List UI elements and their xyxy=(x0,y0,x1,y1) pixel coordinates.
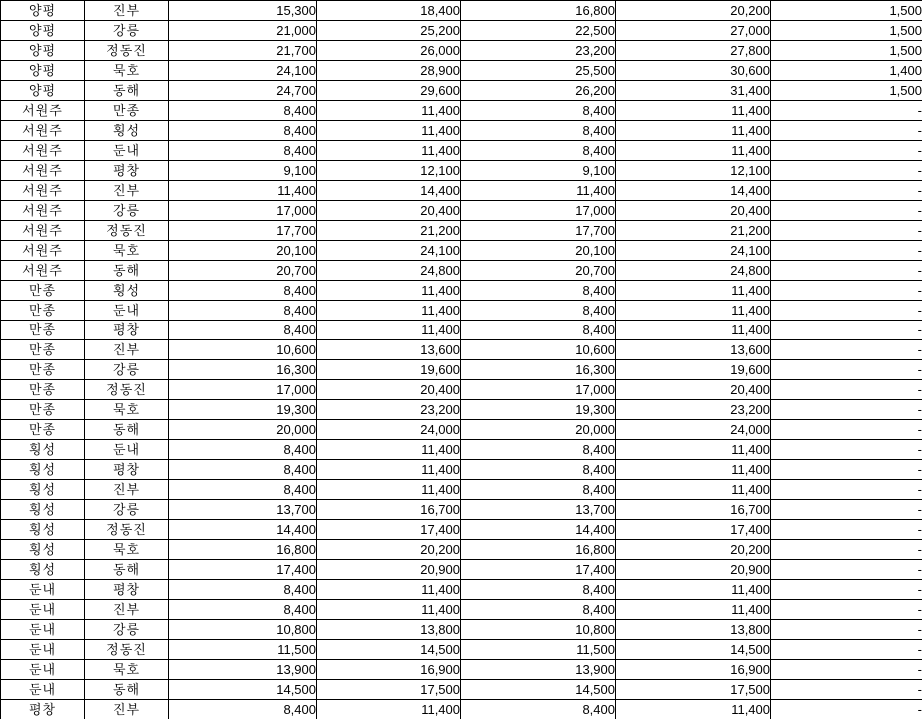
fare-orange-2-cell[interactable]: 16,700 xyxy=(616,500,771,520)
fare-orange-1-cell[interactable]: 17,700 xyxy=(461,220,616,240)
table-row xyxy=(1,160,922,180)
extra-fare-cell[interactable]: 1,500 xyxy=(771,20,922,40)
fare-orange-1-cell[interactable]: 19,300 xyxy=(461,400,616,420)
table-row xyxy=(1,460,922,480)
extra-fare-cell[interactable]: - xyxy=(771,600,922,620)
origin-station-cell[interactable]: 서원주 xyxy=(1,160,85,180)
destination-station-cell[interactable]: 동해 xyxy=(85,80,169,100)
destination-station-cell[interactable]: 진부 xyxy=(85,1,169,21)
fare-green-2-cell[interactable]: 20,900 xyxy=(317,560,461,580)
fare-green-1-cell[interactable]: 8,400 xyxy=(169,280,317,300)
fare-green-2-cell[interactable]: 20,200 xyxy=(317,540,461,560)
extra-fare-cell[interactable]: - xyxy=(771,640,922,660)
fare-orange-2-cell[interactable]: 11,400 xyxy=(616,280,771,300)
table-row xyxy=(1,560,922,580)
fare-green-1-cell[interactable]: 21,700 xyxy=(169,40,317,60)
fare-green-2-cell[interactable]: 11,400 xyxy=(317,140,461,160)
fare-green-2-cell[interactable]: 25,200 xyxy=(317,20,461,40)
fare-orange-1-cell[interactable]: 8,400 xyxy=(461,320,616,340)
table-row xyxy=(1,320,922,340)
fare-orange-1-cell[interactable]: 13,900 xyxy=(461,659,616,679)
fare-orange-2-cell[interactable]: 13,800 xyxy=(616,620,771,640)
origin-station-cell[interactable]: 횡성 xyxy=(1,460,85,480)
table-row xyxy=(1,580,922,600)
fare-orange-2-cell[interactable]: 27,000 xyxy=(616,20,771,40)
fare-orange-2-cell[interactable]: 24,100 xyxy=(616,240,771,260)
fare-orange-2-cell[interactable]: 11,400 xyxy=(616,600,771,620)
extra-fare-cell[interactable]: 1,500 xyxy=(771,80,922,100)
fare-orange-1-cell[interactable]: 14,400 xyxy=(461,520,616,540)
fare-green-2-cell[interactable]: 11,400 xyxy=(317,100,461,120)
extra-fare-cell[interactable]: - xyxy=(771,460,922,480)
fare-green-2-cell[interactable]: 11,400 xyxy=(317,300,461,320)
origin-station-cell[interactable]: 서원주 xyxy=(1,100,85,120)
fare-orange-1-cell[interactable]: 14,500 xyxy=(461,679,616,699)
fare-orange-1-cell[interactable]: 8,400 xyxy=(461,120,616,140)
extra-fare-cell[interactable]: - xyxy=(771,420,922,440)
fare-orange-1-cell[interactable]: 8,400 xyxy=(461,699,616,719)
fare-green-2-cell[interactable]: 13,600 xyxy=(317,340,461,360)
fare-green-1-cell[interactable]: 8,400 xyxy=(169,320,317,340)
fare-orange-2-cell[interactable]: 21,200 xyxy=(616,220,771,240)
fare-green-2-cell[interactable]: 29,600 xyxy=(317,80,461,100)
fare-orange-2-cell[interactable]: 11,400 xyxy=(616,480,771,500)
fare-orange-2-cell[interactable]: 20,200 xyxy=(616,1,771,21)
fare-orange-2-cell[interactable]: 19,600 xyxy=(616,360,771,380)
fare-green-1-cell[interactable]: 8,400 xyxy=(169,580,317,600)
fare-green-2-cell[interactable]: 17,400 xyxy=(317,520,461,540)
origin-station-cell[interactable]: 양평 xyxy=(1,1,85,21)
table-row xyxy=(1,180,922,200)
origin-station-cell[interactable]: 둔내 xyxy=(1,620,85,640)
fare-green-1-cell[interactable]: 8,400 xyxy=(169,600,317,620)
fare-green-2-cell[interactable]: 17,500 xyxy=(317,679,461,699)
fare-table-body xyxy=(1,1,922,719)
destination-station-cell[interactable]: 평창 xyxy=(85,460,169,480)
extra-fare-cell[interactable]: - xyxy=(771,280,922,300)
extra-fare-cell[interactable]: - xyxy=(771,200,922,220)
origin-station-cell[interactable]: 만종 xyxy=(1,420,85,440)
fare-orange-2-cell[interactable]: 23,200 xyxy=(616,400,771,420)
fare-green-2-cell[interactable]: 11,400 xyxy=(317,320,461,340)
fare-green-1-cell[interactable]: 8,400 xyxy=(169,120,317,140)
destination-station-cell[interactable]: 강릉 xyxy=(85,20,169,40)
fare-green-2-cell[interactable]: 16,900 xyxy=(317,659,461,679)
fare-orange-2-cell[interactable]: 11,400 xyxy=(616,300,771,320)
fare-orange-2-cell[interactable]: 12,100 xyxy=(616,160,771,180)
fare-green-2-cell[interactable]: 14,500 xyxy=(317,640,461,660)
extra-fare-cell[interactable]: 1,500 xyxy=(771,1,922,21)
fare-green-1-cell[interactable]: 8,400 xyxy=(169,140,317,160)
extra-fare-cell[interactable]: - xyxy=(771,560,922,580)
table-row xyxy=(1,600,922,620)
fare-green-2-cell[interactable]: 24,800 xyxy=(317,260,461,280)
table-row xyxy=(1,420,922,440)
fare-green-2-cell[interactable]: 12,100 xyxy=(317,160,461,180)
fare-green-2-cell[interactable]: 24,000 xyxy=(317,420,461,440)
destination-station-cell[interactable]: 둔내 xyxy=(85,300,169,320)
fare-green-1-cell[interactable]: 8,400 xyxy=(169,100,317,120)
table-row xyxy=(1,120,922,140)
fare-orange-2-cell[interactable]: 14,500 xyxy=(616,640,771,660)
fare-orange-1-cell[interactable]: 10,800 xyxy=(461,620,616,640)
fare-green-2-cell[interactable]: 11,400 xyxy=(317,120,461,140)
origin-station-cell[interactable]: 둔내 xyxy=(1,659,85,679)
table-row xyxy=(1,380,922,400)
extra-fare-cell[interactable]: - xyxy=(771,500,922,520)
fare-green-1-cell[interactable]: 21,000 xyxy=(169,20,317,40)
fare-green-1-cell[interactable]: 16,300 xyxy=(169,360,317,380)
table-row xyxy=(1,620,922,640)
fare-green-1-cell[interactable]: 8,400 xyxy=(169,440,317,460)
origin-station-cell[interactable]: 서원주 xyxy=(1,240,85,260)
fare-green-1-cell[interactable]: 8,400 xyxy=(169,699,317,719)
table-row xyxy=(1,100,922,120)
origin-station-cell[interactable]: 서원주 xyxy=(1,260,85,280)
extra-fare-cell[interactable]: - xyxy=(771,440,922,460)
fare-green-2-cell[interactable]: 23,200 xyxy=(317,400,461,420)
table-row xyxy=(1,679,922,699)
fare-green-1-cell[interactable]: 20,000 xyxy=(169,420,317,440)
table-row xyxy=(1,400,922,420)
extra-fare-cell[interactable]: 1,500 xyxy=(771,40,922,60)
fare-orange-1-cell[interactable]: 8,400 xyxy=(461,300,616,320)
fare-orange-1-cell[interactable]: 16,800 xyxy=(461,540,616,560)
destination-station-cell[interactable]: 강릉 xyxy=(85,500,169,520)
fare-orange-1-cell[interactable]: 22,500 xyxy=(461,20,616,40)
table-row xyxy=(1,340,922,360)
fare-orange-1-cell[interactable]: 8,400 xyxy=(461,460,616,480)
table-row xyxy=(1,520,922,540)
fare-orange-2-cell[interactable]: 31,400 xyxy=(616,80,771,100)
extra-fare-cell[interactable]: - xyxy=(771,140,922,160)
extra-fare-cell[interactable]: - xyxy=(771,300,922,320)
fare-orange-2-cell[interactable]: 17,500 xyxy=(616,679,771,699)
table-row xyxy=(1,20,922,40)
destination-station-cell[interactable]: 평창 xyxy=(85,580,169,600)
table-row xyxy=(1,80,922,100)
destination-station-cell[interactable]: 진부 xyxy=(85,699,169,719)
table-row xyxy=(1,500,922,520)
origin-station-cell[interactable]: 양평 xyxy=(1,20,85,40)
destination-station-cell[interactable]: 진부 xyxy=(85,340,169,360)
origin-station-cell[interactable]: 둔내 xyxy=(1,600,85,620)
origin-station-cell[interactable]: 만종 xyxy=(1,340,85,360)
fare-orange-2-cell[interactable]: 11,400 xyxy=(616,320,771,340)
destination-station-cell[interactable]: 묵호 xyxy=(85,400,169,420)
fare-green-1-cell[interactable]: 17,000 xyxy=(169,380,317,400)
extra-fare-cell[interactable]: - xyxy=(771,160,922,180)
destination-station-cell[interactable]: 진부 xyxy=(85,180,169,200)
fare-orange-1-cell[interactable]: 23,200 xyxy=(461,40,616,60)
table-row xyxy=(1,1,922,21)
destination-station-cell[interactable]: 진부 xyxy=(85,480,169,500)
fare-orange-1-cell[interactable]: 26,200 xyxy=(461,80,616,100)
fare-green-1-cell[interactable]: 9,100 xyxy=(169,160,317,180)
table-row xyxy=(1,140,922,160)
fare-orange-1-cell[interactable]: 17,400 xyxy=(461,560,616,580)
fare-orange-1-cell[interactable]: 25,500 xyxy=(461,60,616,80)
fare-orange-2-cell[interactable]: 17,400 xyxy=(616,520,771,540)
fare-orange-1-cell[interactable]: 16,800 xyxy=(461,1,616,21)
fare-orange-2-cell[interactable]: 11,400 xyxy=(616,699,771,719)
fare-orange-2-cell[interactable]: 14,400 xyxy=(616,180,771,200)
origin-station-cell[interactable]: 서원주 xyxy=(1,120,85,140)
destination-station-cell[interactable]: 동해 xyxy=(85,260,169,280)
fare-orange-2-cell[interactable]: 11,400 xyxy=(616,100,771,120)
extra-fare-cell[interactable]: 1,400 xyxy=(771,60,922,80)
fare-green-1-cell[interactable]: 8,400 xyxy=(169,300,317,320)
destination-station-cell[interactable]: 둔내 xyxy=(85,440,169,460)
destination-station-cell[interactable]: 평창 xyxy=(85,160,169,180)
destination-station-cell[interactable]: 묵호 xyxy=(85,659,169,679)
table-row xyxy=(1,220,922,240)
fare-orange-1-cell[interactable]: 8,400 xyxy=(461,480,616,500)
fare-orange-1-cell[interactable]: 20,700 xyxy=(461,260,616,280)
fare-orange-1-cell[interactable]: 8,400 xyxy=(461,100,616,120)
fare-green-1-cell[interactable]: 17,000 xyxy=(169,200,317,220)
fare-green-2-cell[interactable]: 19,600 xyxy=(317,360,461,380)
fare-orange-2-cell[interactable]: 16,900 xyxy=(616,659,771,679)
fare-orange-2-cell[interactable]: 11,400 xyxy=(616,140,771,160)
table-row xyxy=(1,360,922,380)
table-row xyxy=(1,699,922,719)
fare-orange-2-cell[interactable]: 11,400 xyxy=(616,460,771,480)
fare-orange-2-cell[interactable]: 11,400 xyxy=(616,440,771,460)
fare-orange-2-cell[interactable]: 30,600 xyxy=(616,60,771,80)
destination-station-cell[interactable]: 진부 xyxy=(85,600,169,620)
fare-green-2-cell[interactable]: 20,400 xyxy=(317,200,461,220)
origin-station-cell[interactable]: 횡성 xyxy=(1,540,85,560)
fare-green-1-cell[interactable]: 24,700 xyxy=(169,80,317,100)
origin-station-cell[interactable]: 횡성 xyxy=(1,500,85,520)
table-row xyxy=(1,440,922,460)
destination-station-cell[interactable]: 동해 xyxy=(85,679,169,699)
fare-orange-2-cell[interactable]: 11,400 xyxy=(616,580,771,600)
origin-station-cell[interactable]: 둔내 xyxy=(1,580,85,600)
fare-orange-1-cell[interactable]: 17,000 xyxy=(461,200,616,220)
fare-orange-2-cell[interactable]: 27,800 xyxy=(616,40,771,60)
fare-green-1-cell[interactable]: 19,300 xyxy=(169,400,317,420)
destination-station-cell[interactable]: 정동진 xyxy=(85,40,169,60)
origin-station-cell[interactable]: 만종 xyxy=(1,280,85,300)
extra-fare-cell[interactable]: - xyxy=(771,400,922,420)
fare-green-1-cell[interactable]: 15,300 xyxy=(169,1,317,21)
fare-orange-2-cell[interactable]: 24,800 xyxy=(616,260,771,280)
fare-green-1-cell[interactable]: 17,700 xyxy=(169,220,317,240)
extra-fare-cell[interactable]: - xyxy=(771,380,922,400)
fare-orange-1-cell[interactable]: 8,400 xyxy=(461,140,616,160)
destination-station-cell[interactable]: 정동진 xyxy=(85,380,169,400)
destination-station-cell[interactable]: 묵호 xyxy=(85,540,169,560)
destination-station-cell[interactable]: 동해 xyxy=(85,560,169,580)
destination-station-cell[interactable]: 강릉 xyxy=(85,620,169,640)
fare-green-2-cell[interactable]: 20,400 xyxy=(317,380,461,400)
destination-station-cell[interactable]: 횡성 xyxy=(85,120,169,140)
fare-orange-2-cell[interactable]: 20,200 xyxy=(616,540,771,560)
fare-green-1-cell[interactable]: 16,800 xyxy=(169,540,317,560)
fare-green-2-cell[interactable]: 26,000 xyxy=(317,40,461,60)
origin-station-cell[interactable]: 둔내 xyxy=(1,640,85,660)
origin-station-cell[interactable]: 만종 xyxy=(1,320,85,340)
fare-orange-2-cell[interactable]: 20,400 xyxy=(616,200,771,220)
origin-station-cell[interactable]: 만종 xyxy=(1,300,85,320)
origin-station-cell[interactable]: 횡성 xyxy=(1,560,85,580)
origin-station-cell[interactable]: 서원주 xyxy=(1,180,85,200)
extra-fare-cell[interactable]: - xyxy=(771,220,922,240)
fare-orange-2-cell[interactable]: 20,900 xyxy=(616,560,771,580)
origin-station-cell[interactable]: 평창 xyxy=(1,699,85,719)
destination-station-cell[interactable]: 강릉 xyxy=(85,360,169,380)
table-row xyxy=(1,60,922,80)
fare-orange-1-cell[interactable]: 8,400 xyxy=(461,280,616,300)
extra-fare-cell[interactable]: - xyxy=(771,240,922,260)
extra-fare-cell[interactable]: - xyxy=(771,540,922,560)
destination-station-cell[interactable]: 동해 xyxy=(85,420,169,440)
table-row xyxy=(1,480,922,500)
origin-station-cell[interactable]: 서원주 xyxy=(1,140,85,160)
fare-green-1-cell[interactable]: 24,100 xyxy=(169,60,317,80)
destination-station-cell[interactable]: 묵호 xyxy=(85,240,169,260)
destination-station-cell[interactable]: 평창 xyxy=(85,320,169,340)
fare-orange-1-cell[interactable]: 11,500 xyxy=(461,640,616,660)
fare-green-1-cell[interactable]: 20,100 xyxy=(169,240,317,260)
destination-station-cell[interactable]: 만종 xyxy=(85,100,169,120)
fare-orange-1-cell[interactable]: 9,100 xyxy=(461,160,616,180)
extra-fare-cell[interactable]: - xyxy=(771,659,922,679)
origin-station-cell[interactable]: 횡성 xyxy=(1,520,85,540)
table-row xyxy=(1,280,922,300)
table-row xyxy=(1,240,922,260)
fare-green-2-cell[interactable]: 13,800 xyxy=(317,620,461,640)
table-row xyxy=(1,40,922,60)
fare-green-2-cell[interactable]: 14,400 xyxy=(317,180,461,200)
destination-station-cell[interactable]: 정동진 xyxy=(85,520,169,540)
fare-green-1-cell[interactable]: 13,700 xyxy=(169,500,317,520)
origin-station-cell[interactable]: 만종 xyxy=(1,380,85,400)
fare-green-2-cell[interactable]: 11,400 xyxy=(317,600,461,620)
fare-green-1-cell[interactable]: 20,700 xyxy=(169,260,317,280)
fare-green-1-cell[interactable]: 10,800 xyxy=(169,620,317,640)
fare-green-2-cell[interactable]: 21,200 xyxy=(317,220,461,240)
table-row xyxy=(1,200,922,220)
extra-fare-cell[interactable]: - xyxy=(771,320,922,340)
fare-orange-1-cell[interactable]: 17,000 xyxy=(461,380,616,400)
fare-green-1-cell[interactable]: 8,400 xyxy=(169,460,317,480)
fare-orange-1-cell[interactable]: 10,600 xyxy=(461,340,616,360)
extra-fare-cell[interactable]: - xyxy=(771,360,922,380)
origin-station-cell[interactable]: 횡성 xyxy=(1,440,85,460)
fare-green-2-cell[interactable]: 11,400 xyxy=(317,480,461,500)
fare-green-1-cell[interactable]: 14,500 xyxy=(169,679,317,699)
extra-fare-cell[interactable]: - xyxy=(771,100,922,120)
origin-station-cell[interactable]: 서원주 xyxy=(1,200,85,220)
extra-fare-cell[interactable]: - xyxy=(771,180,922,200)
fare-green-1-cell[interactable]: 17,400 xyxy=(169,560,317,580)
fare-orange-1-cell[interactable]: 8,400 xyxy=(461,580,616,600)
fare-orange-2-cell[interactable]: 24,000 xyxy=(616,420,771,440)
fare-green-2-cell[interactable]: 24,100 xyxy=(317,240,461,260)
destination-station-cell[interactable]: 정동진 xyxy=(85,220,169,240)
extra-fare-cell[interactable]: - xyxy=(771,620,922,640)
destination-station-cell[interactable]: 정동진 xyxy=(85,640,169,660)
table-row xyxy=(1,260,922,280)
origin-station-cell[interactable]: 만종 xyxy=(1,360,85,380)
fare-orange-1-cell[interactable]: 8,400 xyxy=(461,440,616,460)
extra-fare-cell[interactable]: - xyxy=(771,699,922,719)
fare-green-2-cell[interactable]: 11,400 xyxy=(317,460,461,480)
table-row xyxy=(1,640,922,660)
fare-orange-1-cell[interactable]: 13,700 xyxy=(461,500,616,520)
destination-station-cell[interactable]: 묵호 xyxy=(85,60,169,80)
extra-fare-cell[interactable]: - xyxy=(771,340,922,360)
fare-orange-1-cell[interactable]: 11,400 xyxy=(461,180,616,200)
origin-station-cell[interactable]: 양평 xyxy=(1,60,85,80)
destination-station-cell[interactable]: 강릉 xyxy=(85,200,169,220)
table-row xyxy=(1,540,922,560)
fare-green-1-cell[interactable]: 10,600 xyxy=(169,340,317,360)
fare-green-1-cell[interactable]: 13,900 xyxy=(169,659,317,679)
fare-orange-1-cell[interactable]: 16,300 xyxy=(461,360,616,380)
fare-green-2-cell[interactable]: 11,400 xyxy=(317,280,461,300)
extra-fare-cell[interactable]: - xyxy=(771,580,922,600)
extra-fare-cell[interactable]: - xyxy=(771,120,922,140)
table-row xyxy=(1,300,922,320)
fare-orange-2-cell[interactable]: 11,400 xyxy=(616,120,771,140)
extra-fare-cell[interactable]: - xyxy=(771,480,922,500)
fare-green-2-cell[interactable]: 11,400 xyxy=(317,440,461,460)
origin-station-cell[interactable]: 횡성 xyxy=(1,480,85,500)
fare-orange-2-cell[interactable]: 20,400 xyxy=(616,380,771,400)
fare-green-1-cell[interactable]: 11,400 xyxy=(169,180,317,200)
origin-station-cell[interactable]: 둔내 xyxy=(1,679,85,699)
fare-green-2-cell[interactable]: 28,900 xyxy=(317,60,461,80)
fare-orange-2-cell[interactable]: 13,600 xyxy=(616,340,771,360)
fare-orange-1-cell[interactable]: 20,100 xyxy=(461,240,616,260)
origin-station-cell[interactable]: 양평 xyxy=(1,80,85,100)
extra-fare-cell[interactable]: - xyxy=(771,260,922,280)
fare-green-2-cell[interactable]: 18,400 xyxy=(317,1,461,21)
fare-green-1-cell[interactable]: 8,400 xyxy=(169,480,317,500)
fare-green-2-cell[interactable]: 11,400 xyxy=(317,580,461,600)
destination-station-cell[interactable]: 둔내 xyxy=(85,140,169,160)
fare-green-1-cell[interactable]: 14,400 xyxy=(169,520,317,540)
origin-station-cell[interactable]: 서원주 xyxy=(1,220,85,240)
fare-orange-1-cell[interactable]: 8,400 xyxy=(461,600,616,620)
fare-green-2-cell[interactable]: 16,700 xyxy=(317,500,461,520)
extra-fare-cell[interactable]: - xyxy=(771,520,922,540)
origin-station-cell[interactable]: 만종 xyxy=(1,400,85,420)
fare-green-2-cell[interactable]: 11,400 xyxy=(317,699,461,719)
origin-station-cell[interactable]: 양평 xyxy=(1,40,85,60)
table-row xyxy=(1,659,922,679)
extra-fare-cell[interactable]: - xyxy=(771,679,922,699)
destination-station-cell[interactable]: 횡성 xyxy=(85,280,169,300)
fare-orange-1-cell[interactable]: 20,000 xyxy=(461,420,616,440)
fare-green-1-cell[interactable]: 11,500 xyxy=(169,640,317,660)
